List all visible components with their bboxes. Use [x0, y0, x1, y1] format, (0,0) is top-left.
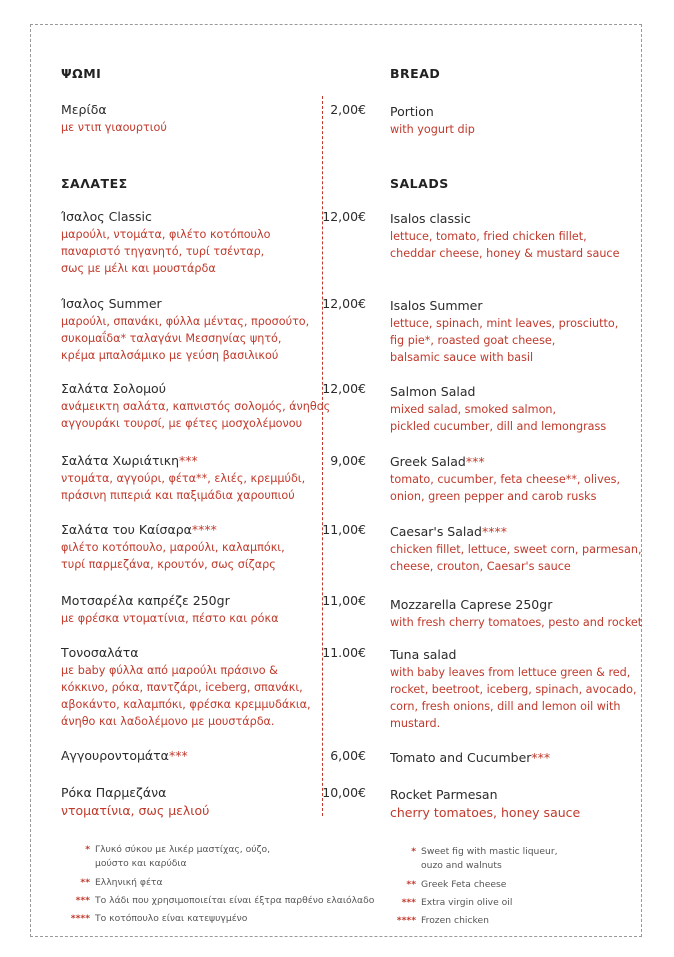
item-name: [61, 208, 270, 226]
item-description-line: φιλέτο κοτόπουλο, μαρούλι, καλαμπόκι,: [61, 541, 285, 554]
item-name-text: Μοτσαρέλα καπρέζε 250gr: [61, 593, 230, 608]
footnote-marker: ***: [401, 897, 416, 908]
item-description-line: cheese, crouton, Caesar's sauce: [390, 560, 571, 573]
bread-item-en: [390, 103, 475, 138]
item-price: 11.00€: [322, 645, 366, 660]
footnote-marker: *: [85, 844, 90, 855]
item-price: 6,00€: [330, 748, 366, 763]
bread-price: 2,00€: [330, 102, 366, 117]
item-description-line: pickled cucumber, dill and lemongrass: [390, 420, 607, 433]
item-name-text: Rocket Parmesan: [390, 787, 498, 802]
item-name-text: Isalos Summer: [390, 298, 483, 313]
item-description-line: αγγουράκι τουρσί, με φέτες μοσχολέμονου: [61, 417, 303, 430]
item-price: 12,00€: [322, 296, 366, 311]
footnote-marker: ****: [191, 522, 217, 537]
footnote-marker: ***: [465, 454, 485, 469]
item-description-line: παναριστό τηγανητό, τυρί τσένταρ,: [61, 245, 265, 258]
item-name: Portion: [390, 104, 434, 119]
salad-item-en: [390, 749, 550, 767]
item-name: [61, 747, 188, 765]
item-description-line: συκομαΐδα* ταλαγάνι Μεσσηνίας ψητό,: [61, 332, 282, 345]
item-description-line: onion, green pepper and carob rusks: [390, 490, 597, 503]
item-name-text: Σαλάτα Σολομού: [61, 381, 166, 396]
item-price: 9,00€: [330, 453, 366, 468]
item-description-line: κόκκινο, ρόκα, παντζάρι, iceberg, σπανάκι,: [61, 681, 303, 694]
salad-item-en: [390, 786, 580, 822]
bread-item-gr: [61, 101, 167, 136]
item-description-line: τυρί παρμεζάνα, κρουτόν, σως σίζαρς: [61, 558, 276, 571]
footnote-text: Extra virgin olive oil: [421, 897, 513, 908]
salad-item-gr: [61, 380, 330, 432]
item-name-text: Salmon Salad: [390, 384, 476, 399]
item-description-line: lettuce, spinach, mint leaves, prosciutto,: [390, 317, 619, 330]
item-price: 12,00€: [322, 209, 366, 224]
footnote: [62, 843, 270, 856]
item-description-line: άνηθο και λαδολέμονο με μουστάρδα.: [61, 715, 275, 728]
footnote-marker: **: [80, 877, 90, 888]
salad-item-gr: [61, 295, 309, 364]
item-price: 11,00€: [322, 522, 366, 537]
footnote: [390, 914, 489, 927]
footnote: [390, 896, 512, 909]
footnote: [62, 912, 247, 925]
footnote-marker: *: [411, 846, 416, 857]
item-description-line: ντοματίνια, σως μελιού: [61, 803, 210, 818]
item-description-line: corn, fresh onions, dill and lemon oil with: [390, 700, 621, 713]
item-description-line: rocket, beetroot, iceberg, spinach, avocado,: [390, 683, 637, 696]
item-name-text: Mozzarella Caprese 250gr: [390, 597, 553, 612]
salads-heading-gr: ΣΑΛΑΤΕΣ: [61, 176, 128, 191]
item-description: with yogurt dip: [390, 123, 475, 136]
footnote-marker: ****: [396, 915, 416, 926]
item-description-line: with baby leaves from lettuce green & red,: [390, 666, 631, 679]
footnote-text: μούστο και καρύδια: [95, 858, 187, 869]
footnote: [62, 894, 374, 907]
footnote-text: ouzo and walnuts: [421, 860, 502, 871]
item-name: [61, 380, 330, 398]
footnote-marker: ***: [75, 895, 90, 906]
salad-item-en: [390, 453, 620, 505]
footnote-text: Frozen chicken: [421, 915, 489, 926]
footnote-text: Ελληνική φέτα: [95, 877, 163, 888]
salad-item-gr: [61, 592, 278, 627]
item-description-line: πράσινη πιπεριά και παξιμάδια χαρουπιού: [61, 489, 295, 502]
salad-item-gr: [61, 452, 305, 504]
footnote-marker: ****: [70, 913, 90, 924]
item-name: [61, 592, 278, 610]
footnote-text: Greek Feta cheese: [421, 879, 507, 890]
item-name-text: Αγγουροντομάτα: [61, 748, 169, 763]
item-name-text: Τονοσαλάτα: [61, 645, 139, 660]
item-name-text: Σαλάτα του Καίσαρα: [61, 522, 192, 537]
item-name-text: Tomato and Cucumber: [390, 750, 532, 765]
item-name: [61, 784, 209, 802]
item-name: [390, 596, 642, 614]
salad-item-en: [390, 297, 618, 366]
footnote: [62, 857, 187, 870]
item-description-line: balsamic sauce with basil: [390, 351, 534, 364]
salad-item-en: [390, 210, 619, 262]
footnote-marker: ***: [168, 748, 188, 763]
item-name-text: Caesar's Salad: [390, 524, 482, 539]
footnote: [390, 845, 558, 858]
item-description-line: cheddar cheese, honey & mustard sauce: [390, 247, 620, 260]
item-description: με ντιπ γιαουρτιού: [61, 121, 167, 134]
item-name: [390, 786, 580, 804]
salad-item-gr: [61, 208, 270, 277]
item-name: [61, 644, 311, 662]
item-name: [390, 210, 619, 228]
salads-heading-en: SALADS: [390, 176, 449, 191]
item-price: 11,00€: [322, 593, 366, 608]
item-name: [390, 523, 642, 541]
footnote-text: Το λάδι που χρησιμοποιείται είναι έξτρα παρθένο ελαιόλαδο: [95, 895, 375, 906]
item-name: [61, 521, 285, 539]
footnote-text: Γλυκό σύκου με λικέρ μαστίχας, ούζο,: [95, 844, 271, 855]
item-description-line: mixed salad, smoked salmon,: [390, 403, 557, 416]
item-description-line: cherry tomatoes, honey sauce: [390, 805, 581, 820]
item-name-text: Tuna salad: [390, 647, 457, 662]
footnote: [62, 876, 163, 889]
item-description-line: μαρούλι, σπανάκι, φύλλα μέντας, προσούτο,: [61, 315, 310, 328]
item-description-line: μαρούλι, ντομάτα, φιλέτο κοτόπουλο: [61, 228, 271, 241]
item-name-text: Ίσαλος Classic: [61, 209, 152, 224]
footnote-marker: ***: [179, 453, 198, 468]
salad-item-en: [390, 646, 637, 732]
salad-item-gr: [61, 747, 188, 765]
salad-item-en: [390, 523, 642, 575]
item-name-text: Σαλάτα Χωριάτικη: [61, 453, 179, 468]
item-description-line: chicken fillet, lettuce, sweet corn, parmesan,: [390, 543, 642, 556]
item-description-line: ντομάτα, αγγούρι, φέτα**, ελιές, κρεμμύδι,: [61, 472, 306, 485]
salad-item-gr: [61, 521, 285, 573]
item-name: [390, 383, 606, 401]
item-description-line: lettuce, tomato, fried chicken fillet,: [390, 230, 587, 243]
item-name-text: Isalos classic: [390, 211, 471, 226]
item-name: Μερίδα: [61, 102, 107, 117]
item-description-line: mustard.: [390, 717, 441, 730]
item-description-line: with fresh cherry tomatoes, pesto and rocket: [390, 616, 643, 629]
item-name: [390, 297, 618, 315]
item-name: [390, 749, 550, 767]
bread-heading-gr: ΨΩΜΙ: [61, 66, 102, 81]
salad-item-en: [390, 383, 606, 435]
footnote-marker: ***: [531, 750, 551, 765]
item-price: 12,00€: [322, 381, 366, 396]
bread-heading-en: BREAD: [390, 66, 441, 81]
item-description-line: αβοκάντο, καλαμπόκι, φρέσκα κρεμμυδάκια,: [61, 698, 311, 711]
item-description-line: ανάμεικτη σαλάτα, καπνιστός σολομός, άνηθος: [61, 400, 331, 413]
footnote-marker: ****: [481, 524, 507, 539]
item-name: [61, 452, 305, 470]
footnote: [390, 878, 506, 891]
item-name: [390, 453, 620, 471]
salad-item-gr: [61, 784, 209, 820]
item-description-line: με φρέσκα ντοματίνια, πέστο και ρόκα: [61, 612, 279, 625]
item-description-line: με baby φύλλα από μαρούλι πράσινο &: [61, 664, 278, 677]
footnote: [390, 859, 502, 872]
salad-item-gr: [61, 644, 311, 730]
footnote-text: Το κοτόπουλο είναι κατεψυγμένο: [95, 913, 248, 924]
item-name-text: Ρόκα Παρμεζάνα: [61, 785, 167, 800]
salad-item-en: [390, 596, 642, 631]
item-description-line: fig pie*, roasted goat cheese,: [390, 334, 556, 347]
item-description-line: κρέμα μπαλσάμικο με γεύση βασιλικού: [61, 349, 279, 362]
item-description-line: tomato, cucumber, feta cheese**, olives,: [390, 473, 620, 486]
item-name: [390, 646, 637, 664]
item-name-text: Ίσαλος Summer: [61, 296, 162, 311]
item-price: 10,00€: [322, 785, 366, 800]
item-name-text: Greek Salad: [390, 454, 466, 469]
item-description-line: σως με μέλι και μουστάρδα: [61, 262, 216, 275]
item-name: [61, 295, 309, 313]
footnote-text: Sweet fig with mastic liqueur,: [421, 846, 558, 857]
footnote-marker: **: [406, 879, 416, 890]
